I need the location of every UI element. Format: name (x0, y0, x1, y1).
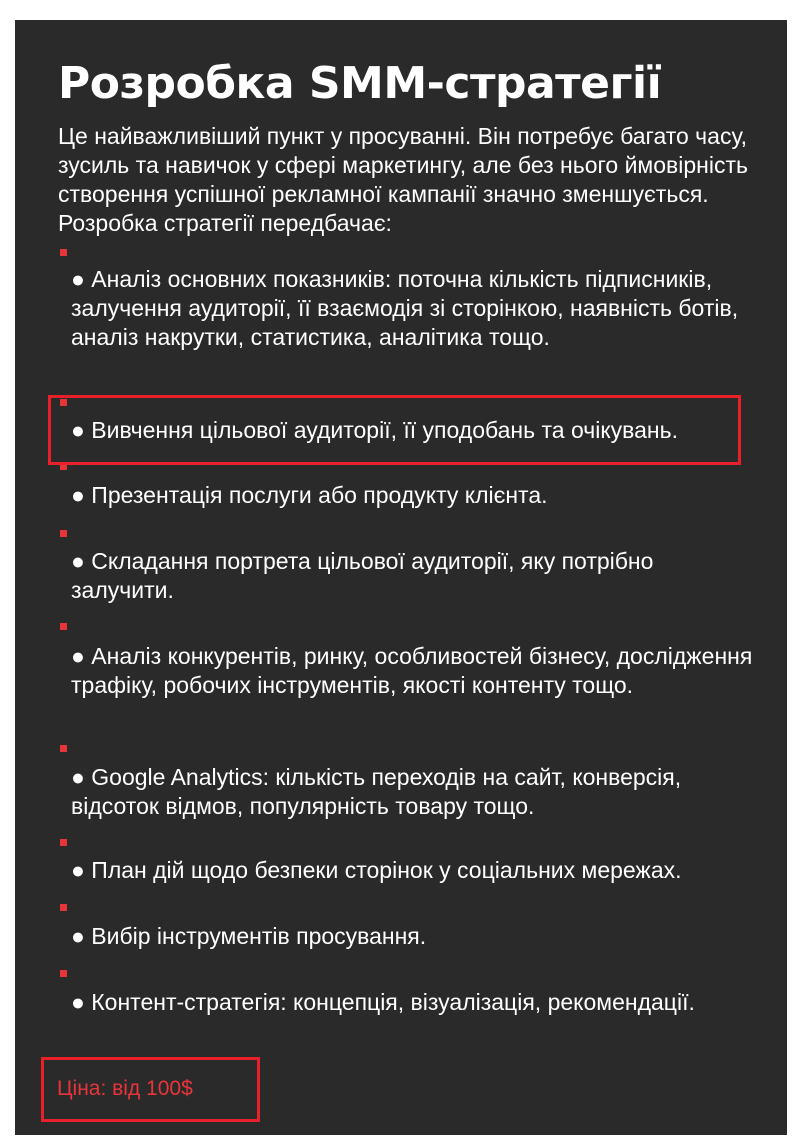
bullet-marker-icon (60, 399, 67, 406)
list-item-text: ● Вивчення цільової аудиторії, її уподобань та очікувань. (71, 417, 678, 443)
price-label: Ціна: від 100$ (57, 1077, 193, 1100)
list-item-text: ● Контент-стратегія: концепція, візуалізація, рекомендації. (71, 989, 695, 1015)
list-item-text: ● Вибір інструментів просування. (71, 923, 427, 949)
bullet-marker-icon (60, 463, 67, 470)
list-item-text: ● Презентація послуги або продукту клієнта. (71, 482, 548, 508)
bullet-marker-icon (60, 970, 67, 977)
bullet-marker-icon (60, 904, 67, 911)
list-item-text: ● План дій щодо безпеки сторінок у соціальних мережах. (71, 857, 682, 883)
smm-strategy-card (15, 20, 787, 1135)
list-item-text: ● Аналіз основних показників: поточна кількість підписників, залучення аудиторії, її взаємодія зі сторінкою, наявність ботів, аналіз накрутки, статистика, аналітика тощо. (71, 266, 739, 350)
list-item-text: ● Складання портрета цільової аудиторії, яку потрібно залучити. (71, 548, 654, 603)
bullet-marker-icon (60, 249, 67, 256)
list-item-text: ● Аналіз конкурентів, ринку, особливостей бізнесу, дослідження трафіку, робочих інструментів, якості контенту тощо. (71, 643, 753, 698)
section-intro: Це найважливіший пункт у просуванні. Він потребує багато часу, зусиль та навичок у сфері маркетингу, але без нього ймовірність створення успішної рекламної кампанії значно зменшується. Розробка стратегії передбачає: (58, 123, 748, 236)
section-title: Розробка SMM-стратегії (58, 58, 662, 109)
bullet-marker-icon (60, 623, 67, 630)
bullet-marker-icon (60, 530, 67, 537)
bullet-marker-icon (60, 745, 67, 752)
bullet-marker-icon (60, 839, 67, 846)
list-item-text: ● Google Analytics: кількість переходів на сайт, конверсія, відсоток відмов, популярність товару тощо. (71, 764, 682, 819)
